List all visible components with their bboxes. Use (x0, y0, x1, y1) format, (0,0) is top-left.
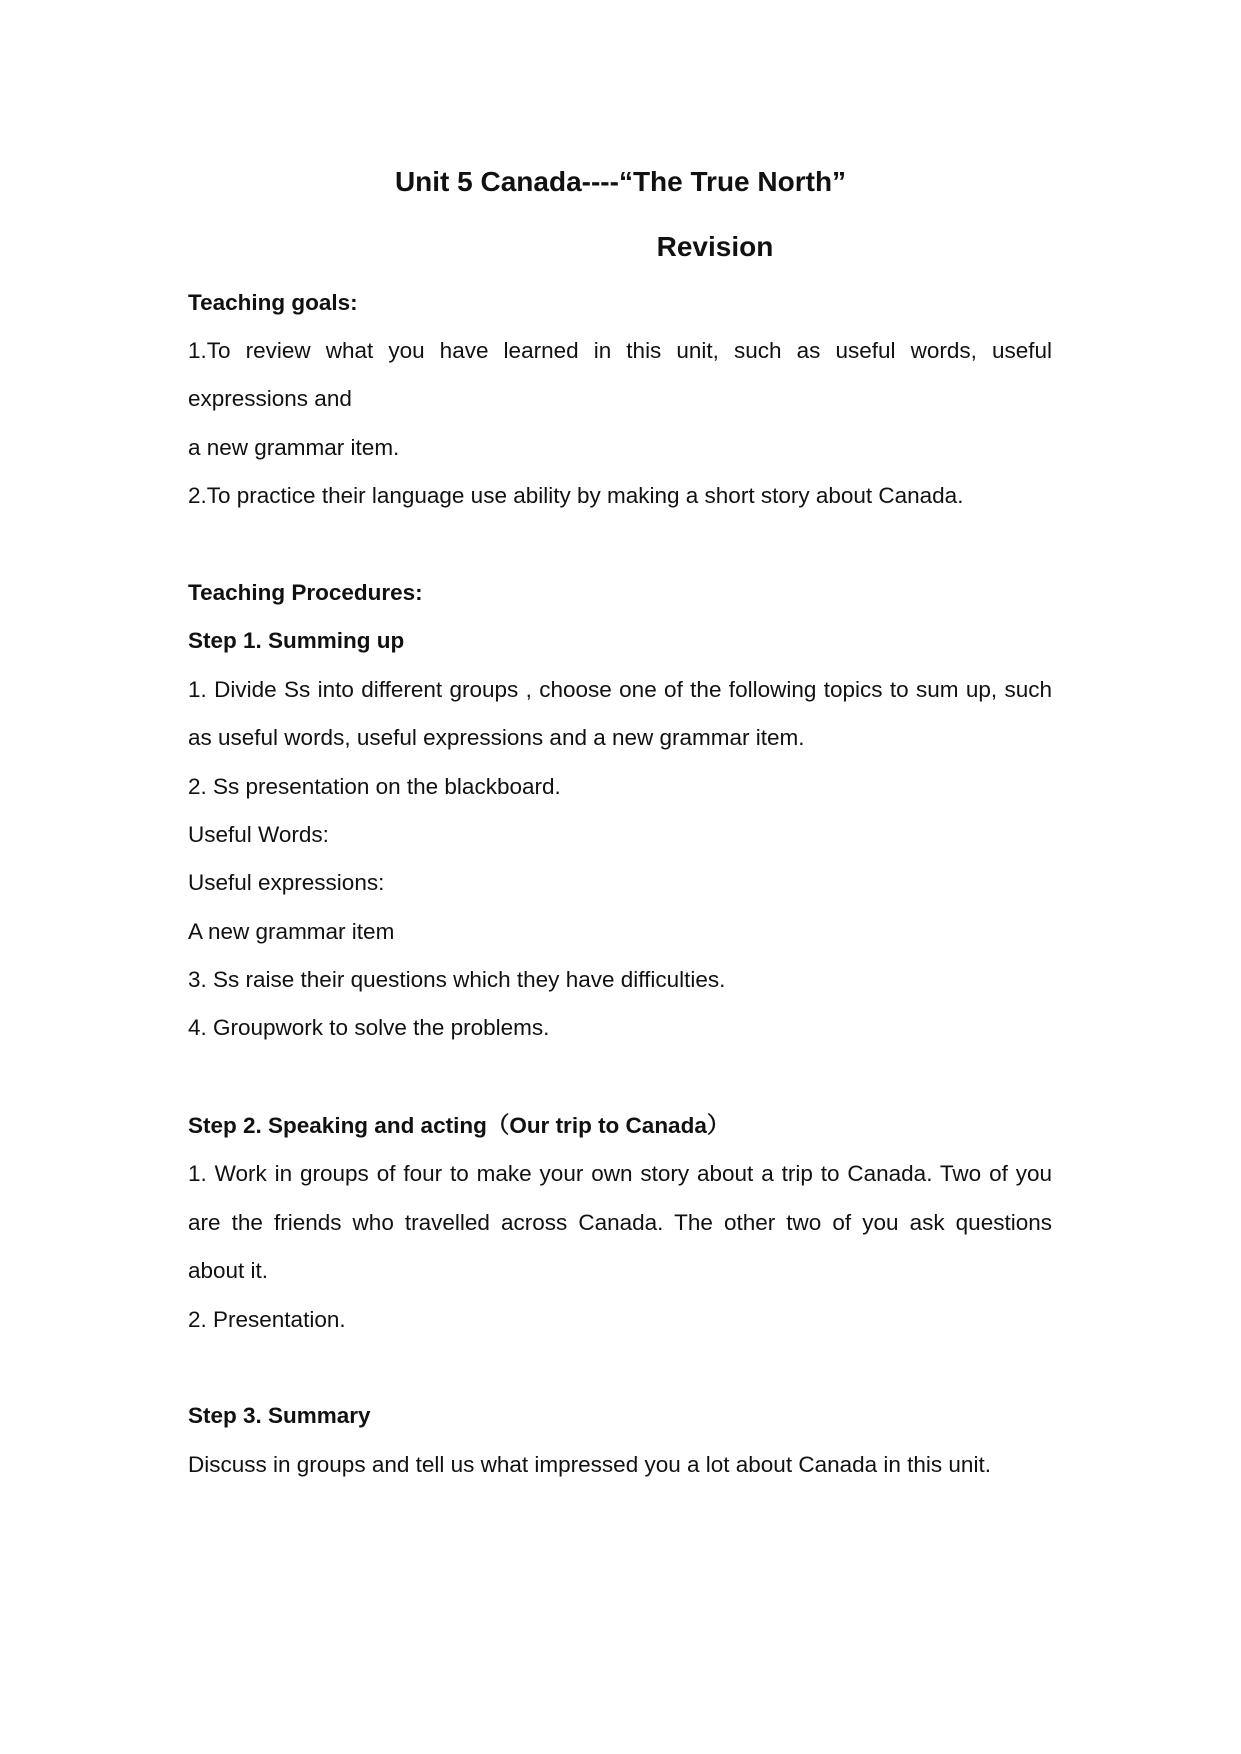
step-2-item-2: 2. Presentation. (188, 1307, 346, 1332)
document-subtitle: Revision (656, 231, 774, 262)
goal-1-line-1: 1.To review what you have learned in this unit, such as useful words, useful (188, 338, 1052, 363)
step-1-item-1-line-1: 1. Divide Ss into different groups , choose one of the following topics to sum up, such (188, 677, 1052, 702)
grammar-item-label: A new grammar item (188, 919, 395, 944)
useful-words-label: Useful Words: (188, 822, 329, 847)
step-1-heading: Step 1. Summing up (188, 628, 405, 653)
document-title: Unit 5 Canada----“The True North” (394, 166, 847, 197)
step-2-item-1-line-1: 1. Work in groups of four to make your own story about a trip to Canada. Two of you (188, 1161, 1052, 1186)
step-1-item-2: 2. Ss presentation on the blackboard. (188, 774, 561, 799)
step-2-item-1-line-3: about it. (188, 1258, 269, 1283)
step-2-item-1-line-2: are the friends who travelled across Canada. The other two of you ask questions (188, 1210, 1052, 1235)
procedures-heading: Teaching Procedures: (188, 580, 423, 605)
goals-heading: Teaching goals: (188, 290, 358, 315)
useful-expressions-label: Useful expressions: (188, 870, 385, 895)
step-3-text: Discuss in groups and tell us what impressed you a lot about Canada in this unit. (188, 1452, 991, 1477)
goal-1-line-3: a new grammar item. (188, 435, 400, 460)
step-1-item-4: 4. Groupwork to solve the problems. (188, 1015, 550, 1040)
step-3-heading: Step 3. Summary (188, 1403, 371, 1428)
step-1-item-1-line-2: as useful words, useful expressions and a new grammar item. (188, 725, 805, 750)
step-1-item-3: 3. Ss raise their questions which they have difficulties. (188, 967, 726, 992)
step-2-heading: Step 2. Speaking and acting（Our trip to Canada） (188, 1113, 730, 1138)
goal-1-line-2: expressions and (188, 386, 352, 411)
goal-2: 2.To practice their language use ability by making a short story about Canada. (188, 483, 964, 508)
